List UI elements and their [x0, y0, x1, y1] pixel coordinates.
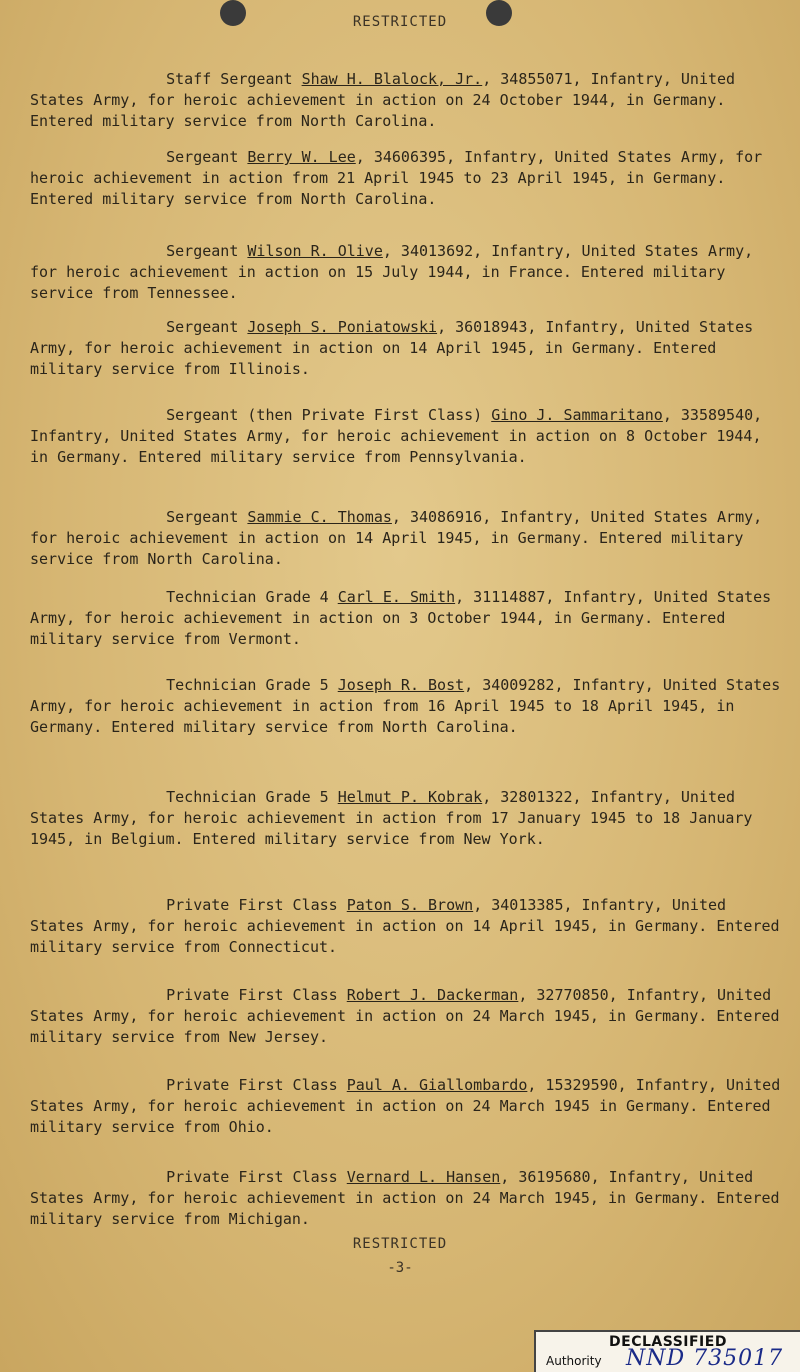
citation-rank: Technician Grade 5: [166, 788, 329, 806]
citation-text: , 33589540, Infantry, United States Army, for heroic achievement in action on 8 October 1944, in Germany. Entered military service from Pennsylvania.: [30, 406, 772, 466]
citation-rank: Private First Class: [166, 1076, 338, 1094]
header-classification: RESTRICTED: [352, 14, 448, 30]
citation-text: , 34855071, Infantry, United States Army, for heroic achievement in action on 24 October 1944, in Germany. Entered military service from North Carolina.: [30, 70, 745, 130]
citation-name: Wilson R. Olive: [247, 242, 383, 260]
stamp-authority-label: Authority: [546, 1354, 602, 1368]
citation-rank: Private First Class: [166, 986, 338, 1004]
citation-rank: Sergeant: [166, 508, 239, 526]
citation-text: , 34013692, Infantry, United States Army, for heroic achievement in action on 15 July 1944, in France. Entered military service from Tennessee.: [30, 242, 763, 302]
citation-text: , 36195680, Infantry, United States Army, for heroic achievement in action on 24 March 1945, in Germany. Entered military service from Michigan.: [30, 1168, 789, 1228]
citation-entry: [30, 766, 782, 871]
citation-entry: [30, 1054, 790, 1159]
citation-name: Berry W. Lee: [247, 148, 356, 166]
stamp-title: DECLASSIFIED: [609, 1334, 727, 1350]
citation-rank: Private First Class: [166, 1168, 338, 1186]
citation-name: Helmut P. Kobrak: [337, 788, 483, 806]
footer-classification: RESTRICTED: [352, 1236, 448, 1252]
citation-entry: [30, 126, 782, 231]
citation-rank: Staff Sergeant: [166, 70, 293, 88]
citation-rank: Sergeant: [166, 318, 239, 336]
stamp-authority-number: NND 735017: [626, 1346, 784, 1371]
citation-name: Joseph S. Poniatowski: [247, 318, 438, 336]
citation-rank: Private First Class: [166, 896, 338, 914]
citation-rank: Technician Grade 4: [166, 588, 329, 606]
citation-text: , 31114887, Infantry, United States Army, for heroic achievement in action on 3 October 1944, in Germany. Entered military service from Vermont.: [30, 588, 781, 648]
declassified-stamp: [534, 1330, 800, 1372]
citation-name: Joseph R. Bost: [337, 676, 465, 694]
citation-name: Shaw H. Blalock, Jr.: [301, 70, 483, 88]
page-number: -3-: [387, 1260, 413, 1276]
citation-text: , 34606395, Infantry, United States Army, for heroic achievement in action from 21 April 1945 to 23 April 1945, in Germany. Entered military service from North Carolina.: [30, 148, 772, 208]
citation-text: , 34009282, Infantry, United States Army, for heroic achievement in action from 16 April 1945 to 18 April 1945, in Germany. Entered military service from North Carolina.: [30, 676, 790, 736]
citation-rank: Sergeant: [166, 148, 239, 166]
citation-entry: [30, 384, 782, 489]
citation-rank: Technician Grade 5: [166, 676, 329, 694]
citation-text: , 32770850, Infantry, United States Army, for heroic achievement in action on 24 March 1945, in Germany. Entered military service from New Jersey.: [30, 986, 789, 1046]
citation-text: , 34086916, Infantry, United States Army, for heroic achievement in action on 14 April 1945, in Germany. Entered military service from North Carolina.: [30, 508, 772, 568]
citation-name: Paton S. Brown: [346, 896, 474, 914]
citation-text: , 34013385, Infantry, United States Army, for heroic achievement in action on 14 April 1945, in Germany. Entered military service from Connecticut.: [30, 896, 789, 956]
citation-text: , 15329590, Infantry, United States Army, for heroic achievement in action on 24 March 1945 in Germany. Entered military service from Ohio.: [30, 1076, 790, 1136]
citation-name: Paul A. Giallombardo: [346, 1076, 528, 1094]
citation-text: , 36018943, Infantry, United States Army, for heroic achievement in action on 14 April 1945, in Germany. Entered military service from Illinois.: [30, 318, 763, 378]
citation-rank: Sergeant (then Private First Class): [166, 406, 483, 424]
citation-name: Gino J. Sammaritano: [491, 406, 663, 424]
citation-name: Carl E. Smith: [337, 588, 456, 606]
citation-name: Vernard L. Hansen: [346, 1168, 501, 1186]
citation-entry: [30, 654, 790, 759]
citation-rank: Sergeant: [166, 242, 239, 260]
citation-text: , 32801322, Infantry, United States Army, for heroic achievement in action from 17 January 1945 to 18 January 1945, in Belgium. Entered military service from New York.: [30, 788, 762, 848]
citation-name: Robert J. Dackerman: [346, 986, 519, 1004]
citation-name: Sammie C. Thomas: [247, 508, 392, 526]
